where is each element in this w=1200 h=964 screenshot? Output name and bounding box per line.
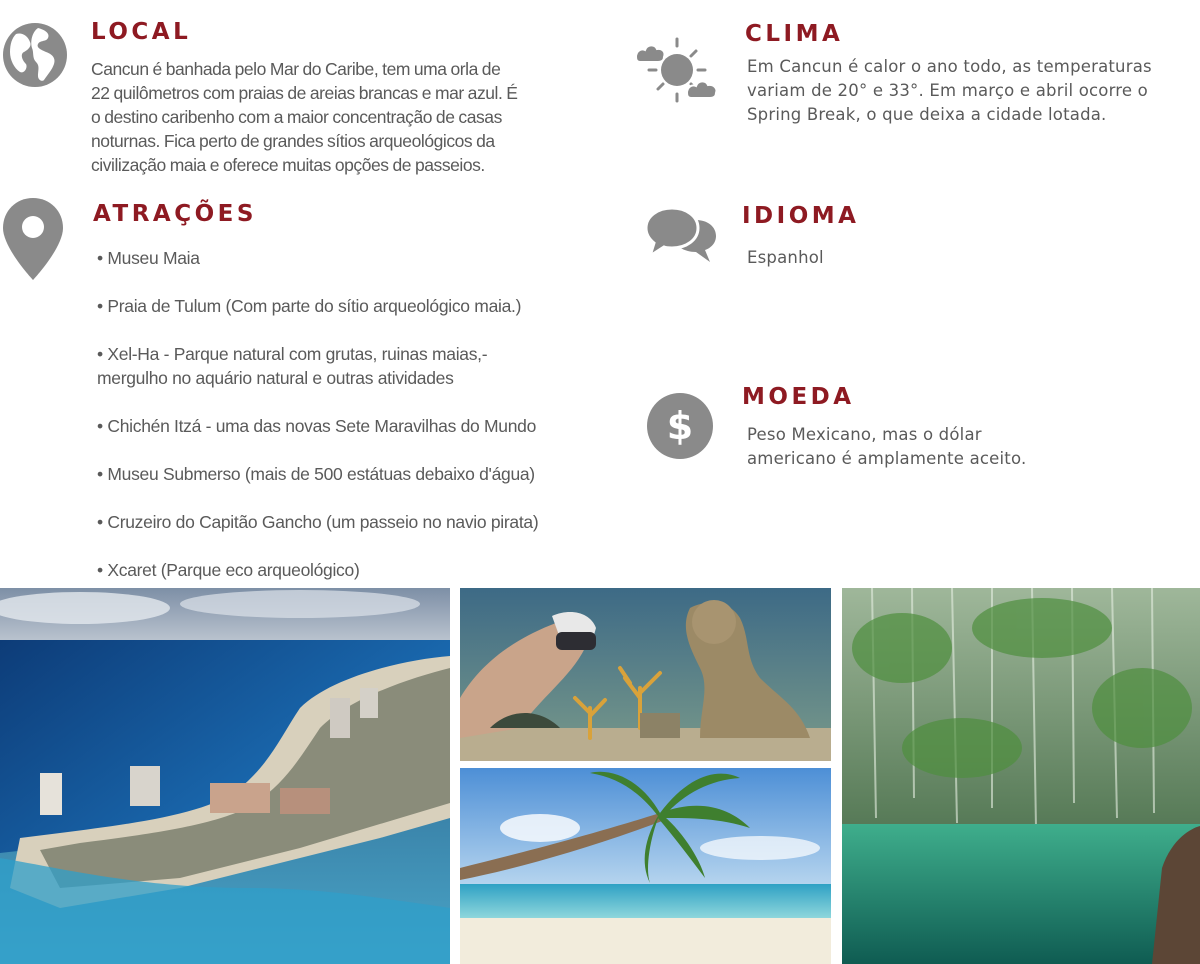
list-item: • Xcaret (Parque eco arqueológico) bbox=[97, 560, 360, 580]
clima-line: variam de 20° e 33°. Em março e abril ocorre o bbox=[747, 81, 1148, 100]
idioma-heading: IDIOMA bbox=[742, 203, 860, 229]
clima-heading: CLIMA bbox=[745, 21, 844, 47]
dollar-icon bbox=[647, 393, 713, 464]
atracoes-list bbox=[97, 246, 617, 586]
local-line: o destino caribenho com a maior concentração de casas bbox=[91, 107, 502, 127]
list-item: • Xel-Ha - Parque natural com grutas, ruinas maias,- mergulho no aquário natural e outras atividades bbox=[97, 344, 488, 388]
moeda-description bbox=[747, 423, 1167, 471]
photo-cenote bbox=[842, 588, 1200, 964]
clima-description bbox=[747, 55, 1200, 127]
idioma-text: Espanhol bbox=[747, 248, 824, 267]
local-line: Cancun é banhada pelo Mar do Caribe, tem uma orla de bbox=[91, 59, 501, 79]
moeda-heading: MOEDA bbox=[742, 384, 855, 410]
list-item: • Museu Submerso (mais de 500 estátuas debaixo d'água) bbox=[97, 464, 535, 484]
local-line: noturnas. Fica perto de grandes sítios arqueológicos da bbox=[91, 131, 495, 151]
chat-bubbles-icon bbox=[644, 206, 716, 273]
clima-line: Em Cancun é calor o ano todo, as temperaturas bbox=[747, 57, 1152, 76]
map-pin-icon bbox=[0, 196, 66, 287]
list-item: • Cruzeiro do Capitão Gancho (um passeio no navio pirata) bbox=[97, 512, 539, 532]
globe-icon bbox=[2, 22, 68, 93]
photo-cancun-aerial bbox=[0, 588, 450, 964]
photo-underwater-museum bbox=[460, 588, 831, 761]
moeda-line: Peso Mexicano, mas o dólar bbox=[747, 425, 982, 444]
svg-text:$: $ bbox=[666, 404, 694, 448]
local-heading: LOCAL bbox=[91, 19, 192, 45]
local-description bbox=[91, 57, 611, 177]
list-item: • Chichén Itzá - uma das novas Sete Maravilhas do Mundo bbox=[97, 416, 537, 436]
local-line: 22 quilômetros com praias de areias brancas e mar azul. É bbox=[91, 83, 518, 103]
list-item: • Museu Maia bbox=[97, 248, 200, 268]
atracoes-heading: ATRAÇÕES bbox=[93, 201, 257, 227]
clima-line: Spring Break, o que deixa a cidade lotada. bbox=[747, 105, 1107, 124]
local-line: civilização maia e oferece muitas opções de passeios. bbox=[91, 155, 485, 175]
photo-beach-palm bbox=[460, 768, 831, 964]
list-item: • Praia de Tulum (Com parte do sítio arqueológico maia.) bbox=[97, 296, 522, 316]
weather-icon bbox=[633, 35, 721, 108]
moeda-line: americano é amplamente aceito. bbox=[747, 449, 1027, 468]
